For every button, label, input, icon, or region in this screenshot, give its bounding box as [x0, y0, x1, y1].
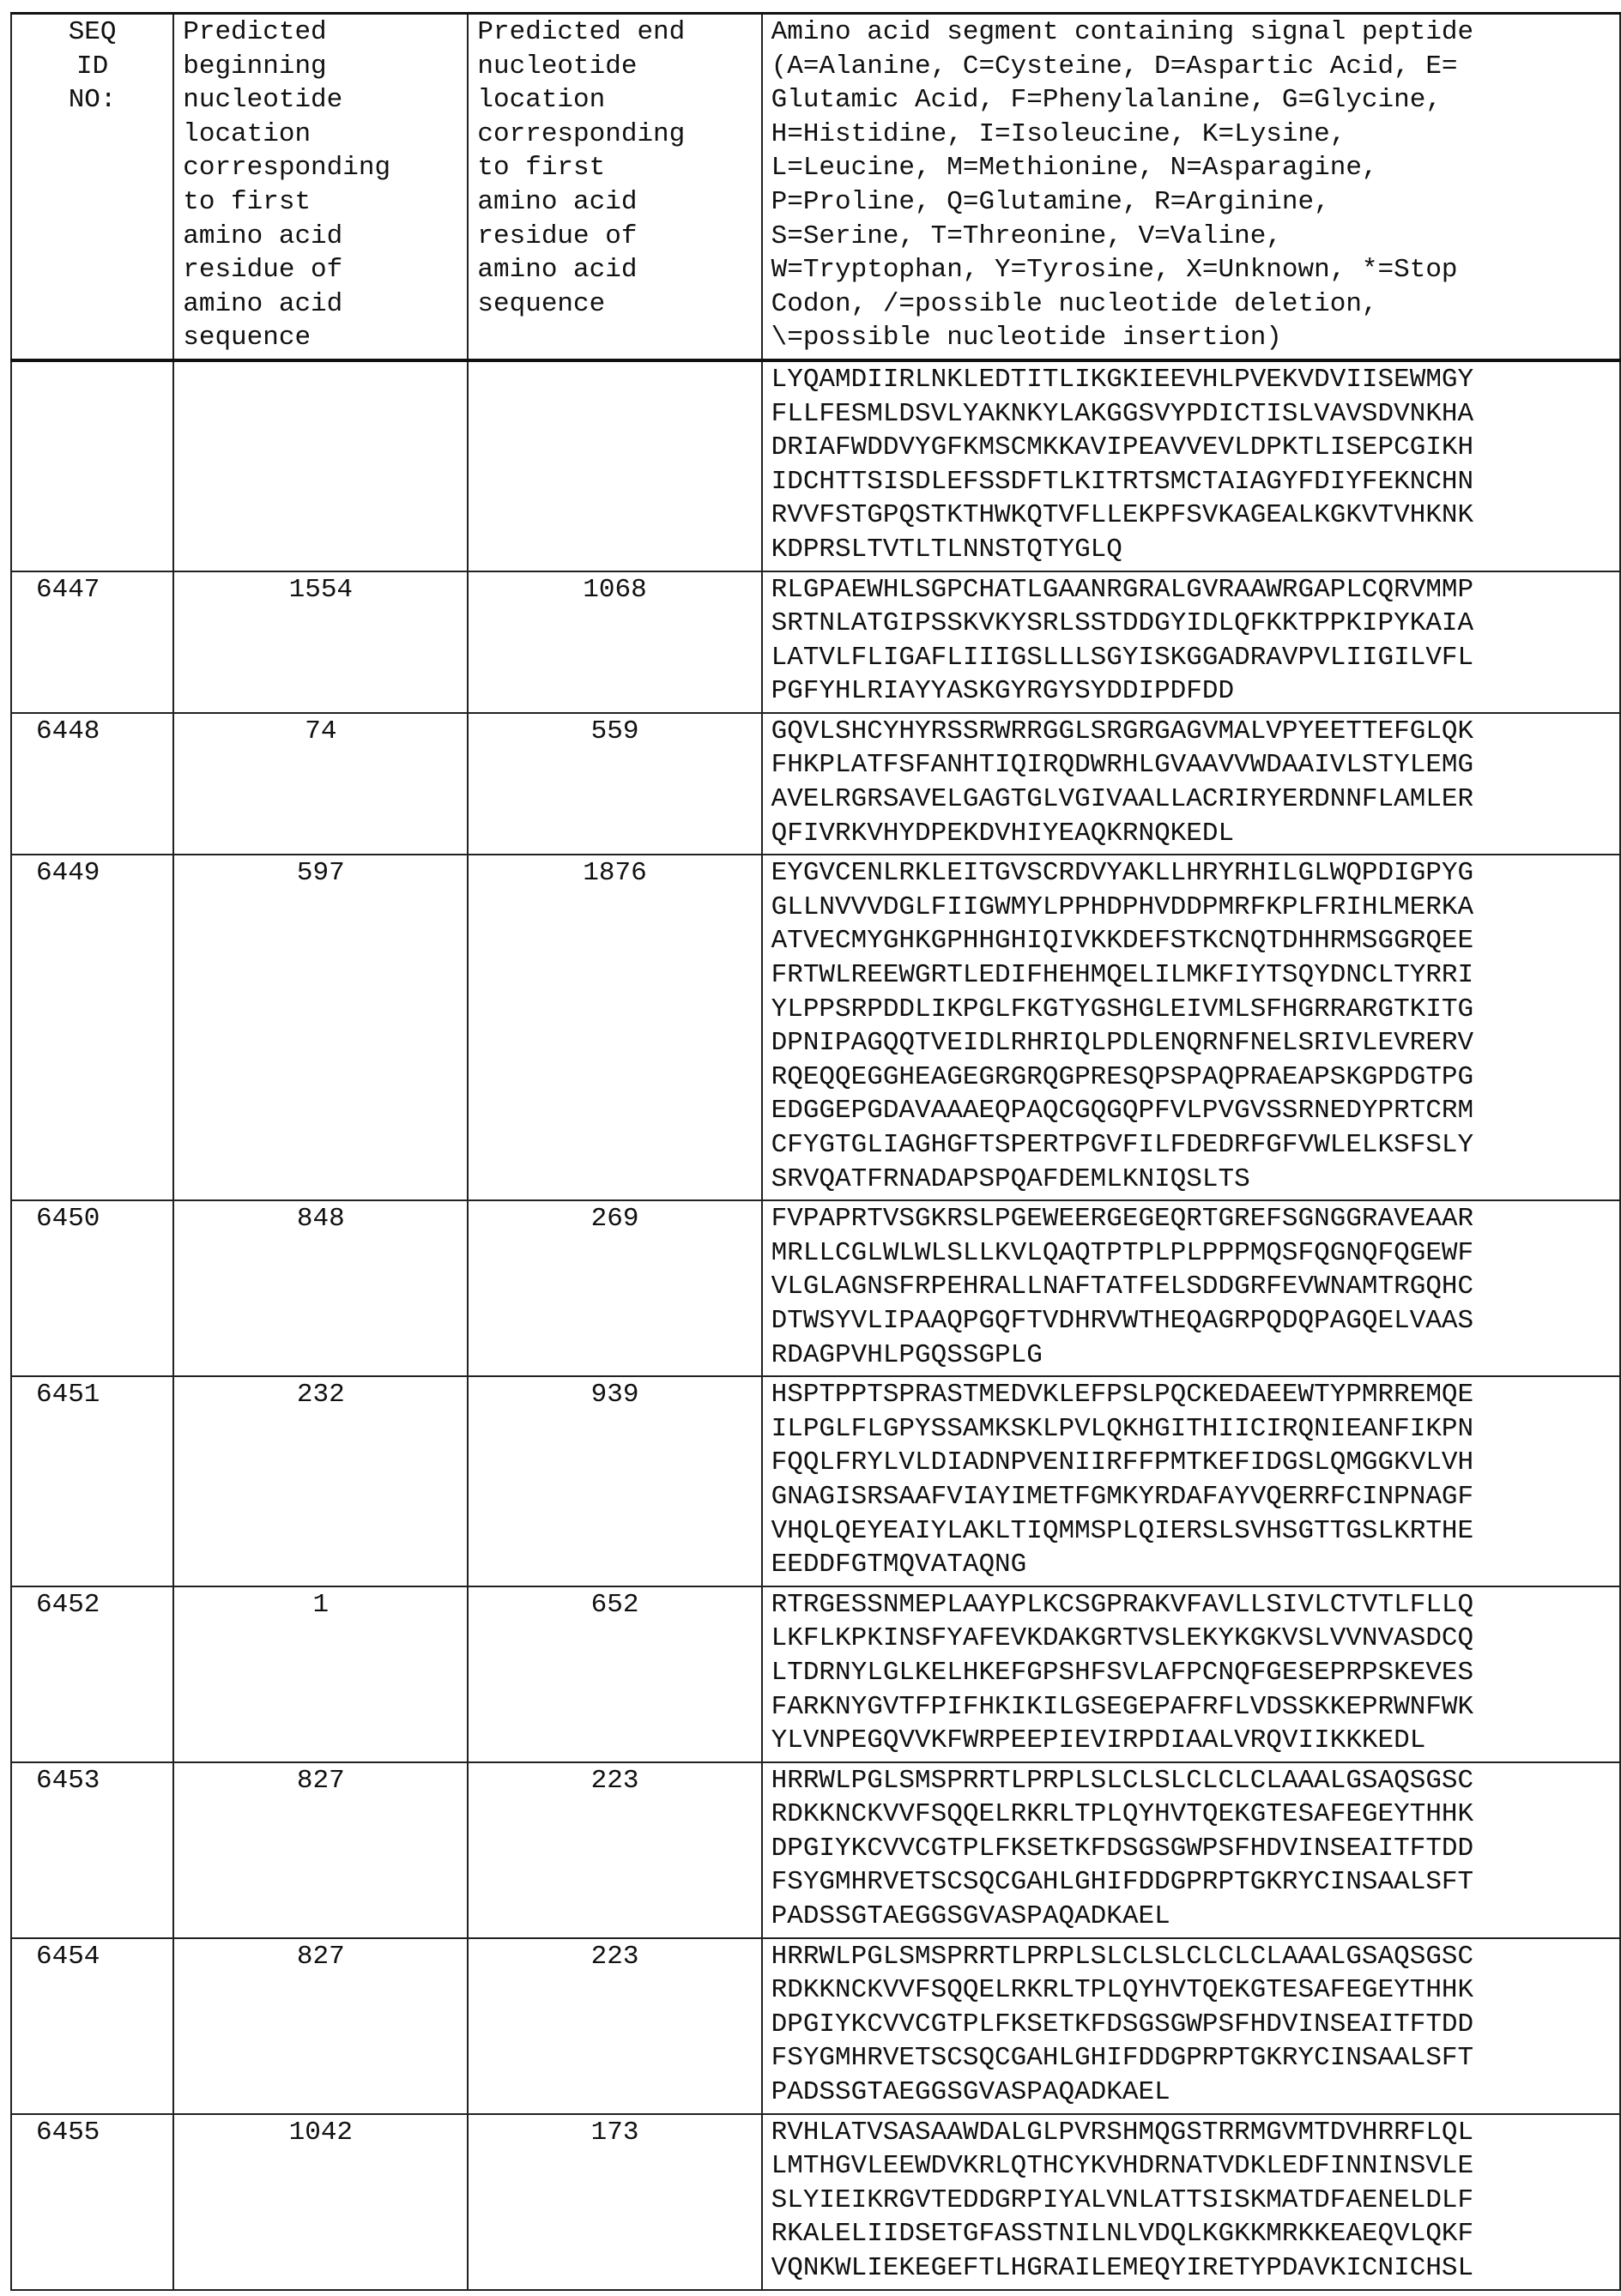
header-begin-location: Predicted beginning nucleotide location corresponding to first amino acid residue of amino acid sequence	[173, 14, 468, 360]
table-body	[11, 14, 1620, 2290]
table-row	[11, 855, 1620, 1200]
begin-location-cell: 597	[173, 855, 468, 1200]
seq-id-cell: 6448	[11, 713, 173, 855]
table-row	[11, 713, 1620, 855]
sequence-cell: LYQAMDIIRLNKLEDTITLIKGKIEEVHLPVEKVDVIISEWMGY FLLFESMLDSVLYAKNKYLAKGGSVYPDICTISLVAVSDVNKHA DRIAFWDDVYGFKMSCMKKAVIPEAVVEVLDPKTLISEPCGIKH IDCHTTSISDLEFSSDFTLKITRTSMCTAIAGYFDIYFEKNCHN RVVFSTGPQSTKTHWKQTVFLLEKPFSVKAGEALKGKVTVHKNK KDPRSLTVTLTLNNSTQTYGLQ	[762, 360, 1620, 571]
sequence-cell: EYGVCENLRKLEITGVSCRDVYAKLLHRYRHILGLWQPDIGPYG GLLNVVVDGLFIIGWMYLPPHDPHVDDPMRFKPLFRIHLMERKA ATVECMYGHKGPHHGHIQIVKKDEFSTKCNQTDHHRMSGGRQEE FRTWLREEWGRTLEDIFHEHMQELILMKFIYTSQYDNCLTYRRI YLPPSRPDDLIKPGLFKGTYGSHGLEIVMLSFHGRRARGTKITG DPNIPAGQQTVEIDLRHRIQLPDLENQRNFNELSRIVLEVRERV RQEQQEGGHEAGEGRGRQGPRESQPSPAQPRAEAPSKGPDGTPG EDGGEPGDAVAAAEQPAQCGQGQPFVLPVGVSSRNEDYPRTCRM CFYGTGLIAGHGFTSPERTPGVFILFDEDRFGFVWLELKSFSLY SRVQATFRNADAPSPQAFDEMLKNIQSLTS	[762, 855, 1620, 1200]
sequence-cell: FVPAPRTVSGKRSLPGEWEERGEGEQRTGREFSGNGGRAVEAAR MRLLCGLWLWLSLLKVLQAQTPTPLPLPPPMQSFQGNQFQGEWF VLGLAGNSFRPEHRALLNAFTATFELSDDGRFEVWNAMTRGQHC DTWSYVLIPAAQPGQFTVDHRVWTHEQAGRPQDQPAGQELVAAS RDAGPVHLPGQSSGPLG	[762, 1200, 1620, 1376]
table-row	[11, 360, 1620, 571]
table-row	[11, 1938, 1620, 2114]
table-row	[11, 1376, 1620, 1586]
sequence-cell: RLGPAEWHLSGPCHATLGAANRGRALGVRAAWRGAPLCQRVMMP SRTNLATGIPSSKVKYSRLSSTDDGYIDLQFKKTPPKIPYKAIA LATVLFLIGAFLIIIGSLLLSGYISKGGADRAVPVLIIGILVFL PGFYHLRIAYYASKGYRGYSYDDIPDFDD	[762, 571, 1620, 713]
header-seq-id: SEQ ID NO:	[11, 14, 173, 360]
end-location-cell: 939	[468, 1376, 761, 1586]
seq-id-cell: 6451	[11, 1376, 173, 1586]
header-amino-acid-segment: Amino acid segment containing signal peptide (A=Alanine, C=Cysteine, D=Aspartic Acid, E= Glutamic Acid, F=Phenylalanine, G=Glycine, H=Histidine, I=Isoleucine, K=Lysine, L=Leucine, M=Methionine, N=Asparagine, P=Proline, Q=Glutamine, R=Arginine, S=Serine, T=Threonine, V=Valine, W=Tryptophan, Y=Tyrosine, X=Unknown, *=Stop Codon, /=possible nucleotide deletion, \=possible nucleotide insertion)	[762, 14, 1620, 360]
seq-id-cell: 6455	[11, 2114, 173, 2290]
end-location-cell: 173	[468, 2114, 761, 2290]
sequence-cell: RTRGESSNMEPLAAYPLKCSGPRAKVFAVLLSIVLCTVTLFLLQ LKFLKPKINSFYAFEVKDAKGRTVSLEKYKGKVSLVVNVASDCQ LTDRNYLGLKELHKEFGPSHFSVLAFPCNQFGESEPRPSKEVES FARKNYGVTFPIFHKIKILGSEGEPAFRFLVDSSKKEPRWNFWK YLVNPEGQVVKFWRPEEPIEVIRPDIAALVRQVIIKKKEDL	[762, 1586, 1620, 1762]
sequence-cell: HRRWLPGLSMSPRRTLPRPLSLCLSLCLCLCLAAALGSAQSGSC RDKKNCKVVFSQQELRKRLTPLQYHVTQEKGTESAFEGEYTHHK DPGIYKCVVCGTPLFKSETKFDSGSGWPSFHDVINSEAITFTDD FSYGMHRVETSCSQCGAHLGHIFDDGPRPTGKRYCINSAALSFT PADSSGTAEGGSGVASPAQADKAEL	[762, 1938, 1620, 2114]
end-location-cell: 559	[468, 713, 761, 855]
end-location-cell: 1068	[468, 571, 761, 713]
sequence-cell: GQVLSHCYHYRSSRWRRGGLSRGRGAGVMALVPYEETTEFGLQK FHKPLATFSFANHTIQIRQDWRHLGVAAVVWDAAIVLSTYLEMG AVELRGRSAVELGAGTGLVGIVAALLACRIRYERDNNFLAMLER QFIVRKVHYDPEKDVHIYEAQKRNQKEDL	[762, 713, 1620, 855]
table-row	[11, 1586, 1620, 1762]
begin-location-cell: 74	[173, 713, 468, 855]
seq-id-cell: 6450	[11, 1200, 173, 1376]
begin-location-cell: 232	[173, 1376, 468, 1586]
end-location-cell: 269	[468, 1200, 761, 1376]
table-row	[11, 1200, 1620, 1376]
end-location-cell: 652	[468, 1586, 761, 1762]
table-row	[11, 2114, 1620, 2290]
end-location-cell: 223	[468, 1762, 761, 1938]
begin-location-cell: 827	[173, 1938, 468, 2114]
seq-id-cell: 6447	[11, 571, 173, 713]
begin-location-cell: 1	[173, 1586, 468, 1762]
begin-location-cell: 848	[173, 1200, 468, 1376]
seq-id-cell: 6454	[11, 1938, 173, 2114]
end-location-cell: 1876	[468, 855, 761, 1200]
table-header-row	[11, 14, 1620, 360]
end-location-cell: 223	[468, 1938, 761, 2114]
seq-id-cell: 6449	[11, 855, 173, 1200]
header-end-location: Predicted end nucleotide location corresponding to first amino acid residue of amino acid sequence	[468, 14, 761, 360]
seq-id-cell: 6452	[11, 1586, 173, 1762]
end-location-cell	[468, 360, 761, 571]
seq-id-cell	[11, 360, 173, 571]
table-row	[11, 571, 1620, 713]
table-row	[11, 1762, 1620, 1938]
seq-id-cell: 6453	[11, 1762, 173, 1938]
begin-location-cell	[173, 360, 468, 571]
sequence-cell: RVHLATVSASAAWDALGLPVRSHMQGSTRRMGVMTDVHRRFLQL LMTHGVLEEWDVKRLQTHCYKVHDRNATVDKLEDFINNINSVLE SLYIEIKRGVTEDDGRPIYALVNLATTSISKMATDFAENELDLF RKALELIIDSETGFASSTNILNLVDQLKGKKMRKKEAEQVLQKF VQNKWLIEKEGEFTLHGRAILEMEQYIRETYPDAVKICNICHSL	[762, 2114, 1620, 2290]
begin-location-cell: 1042	[173, 2114, 468, 2290]
sequence-cell: HRRWLPGLSMSPRRTLPRPLSLCLSLCLCLCLAAALGSAQSGSC RDKKNCKVVFSQQELRKRLTPLQYHVTQEKGTESAFEGEYTHHK DPGIYKCVVCGTPLFKSETKFDSGSGWPSFHDVINSEAITFTDD FSYGMHRVETSCSQCGAHLGHIFDDGPRPTGKRYCINSAALSFT PADSSGTAEGGSGVASPAQADKAEL	[762, 1762, 1620, 1938]
sequence-cell: HSPTPPTSPRASTMEDVKLEFPSLPQCKEDAEEWTYPMRREMQE ILPGLFLGPYSSAMKSKLPVLQKHGITHIICIRQNIEANFIKPN FQQLFRYLVLDIADNPVENIIRFFPMTKEFIDGSLQMGGKVLVH GNAGISRSAAFVIAYIMETFGMKYRDAFAYVQERRFCINPNAGF VHQLQEYEAIYLAKLTIQMMSPLQIERSLSVHSGTTGSLKRTHE EEDDFGTMQVATAQNG	[762, 1376, 1620, 1586]
signal-peptide-table	[10, 12, 1621, 2291]
begin-location-cell: 1554	[173, 571, 468, 713]
begin-location-cell: 827	[173, 1762, 468, 1938]
